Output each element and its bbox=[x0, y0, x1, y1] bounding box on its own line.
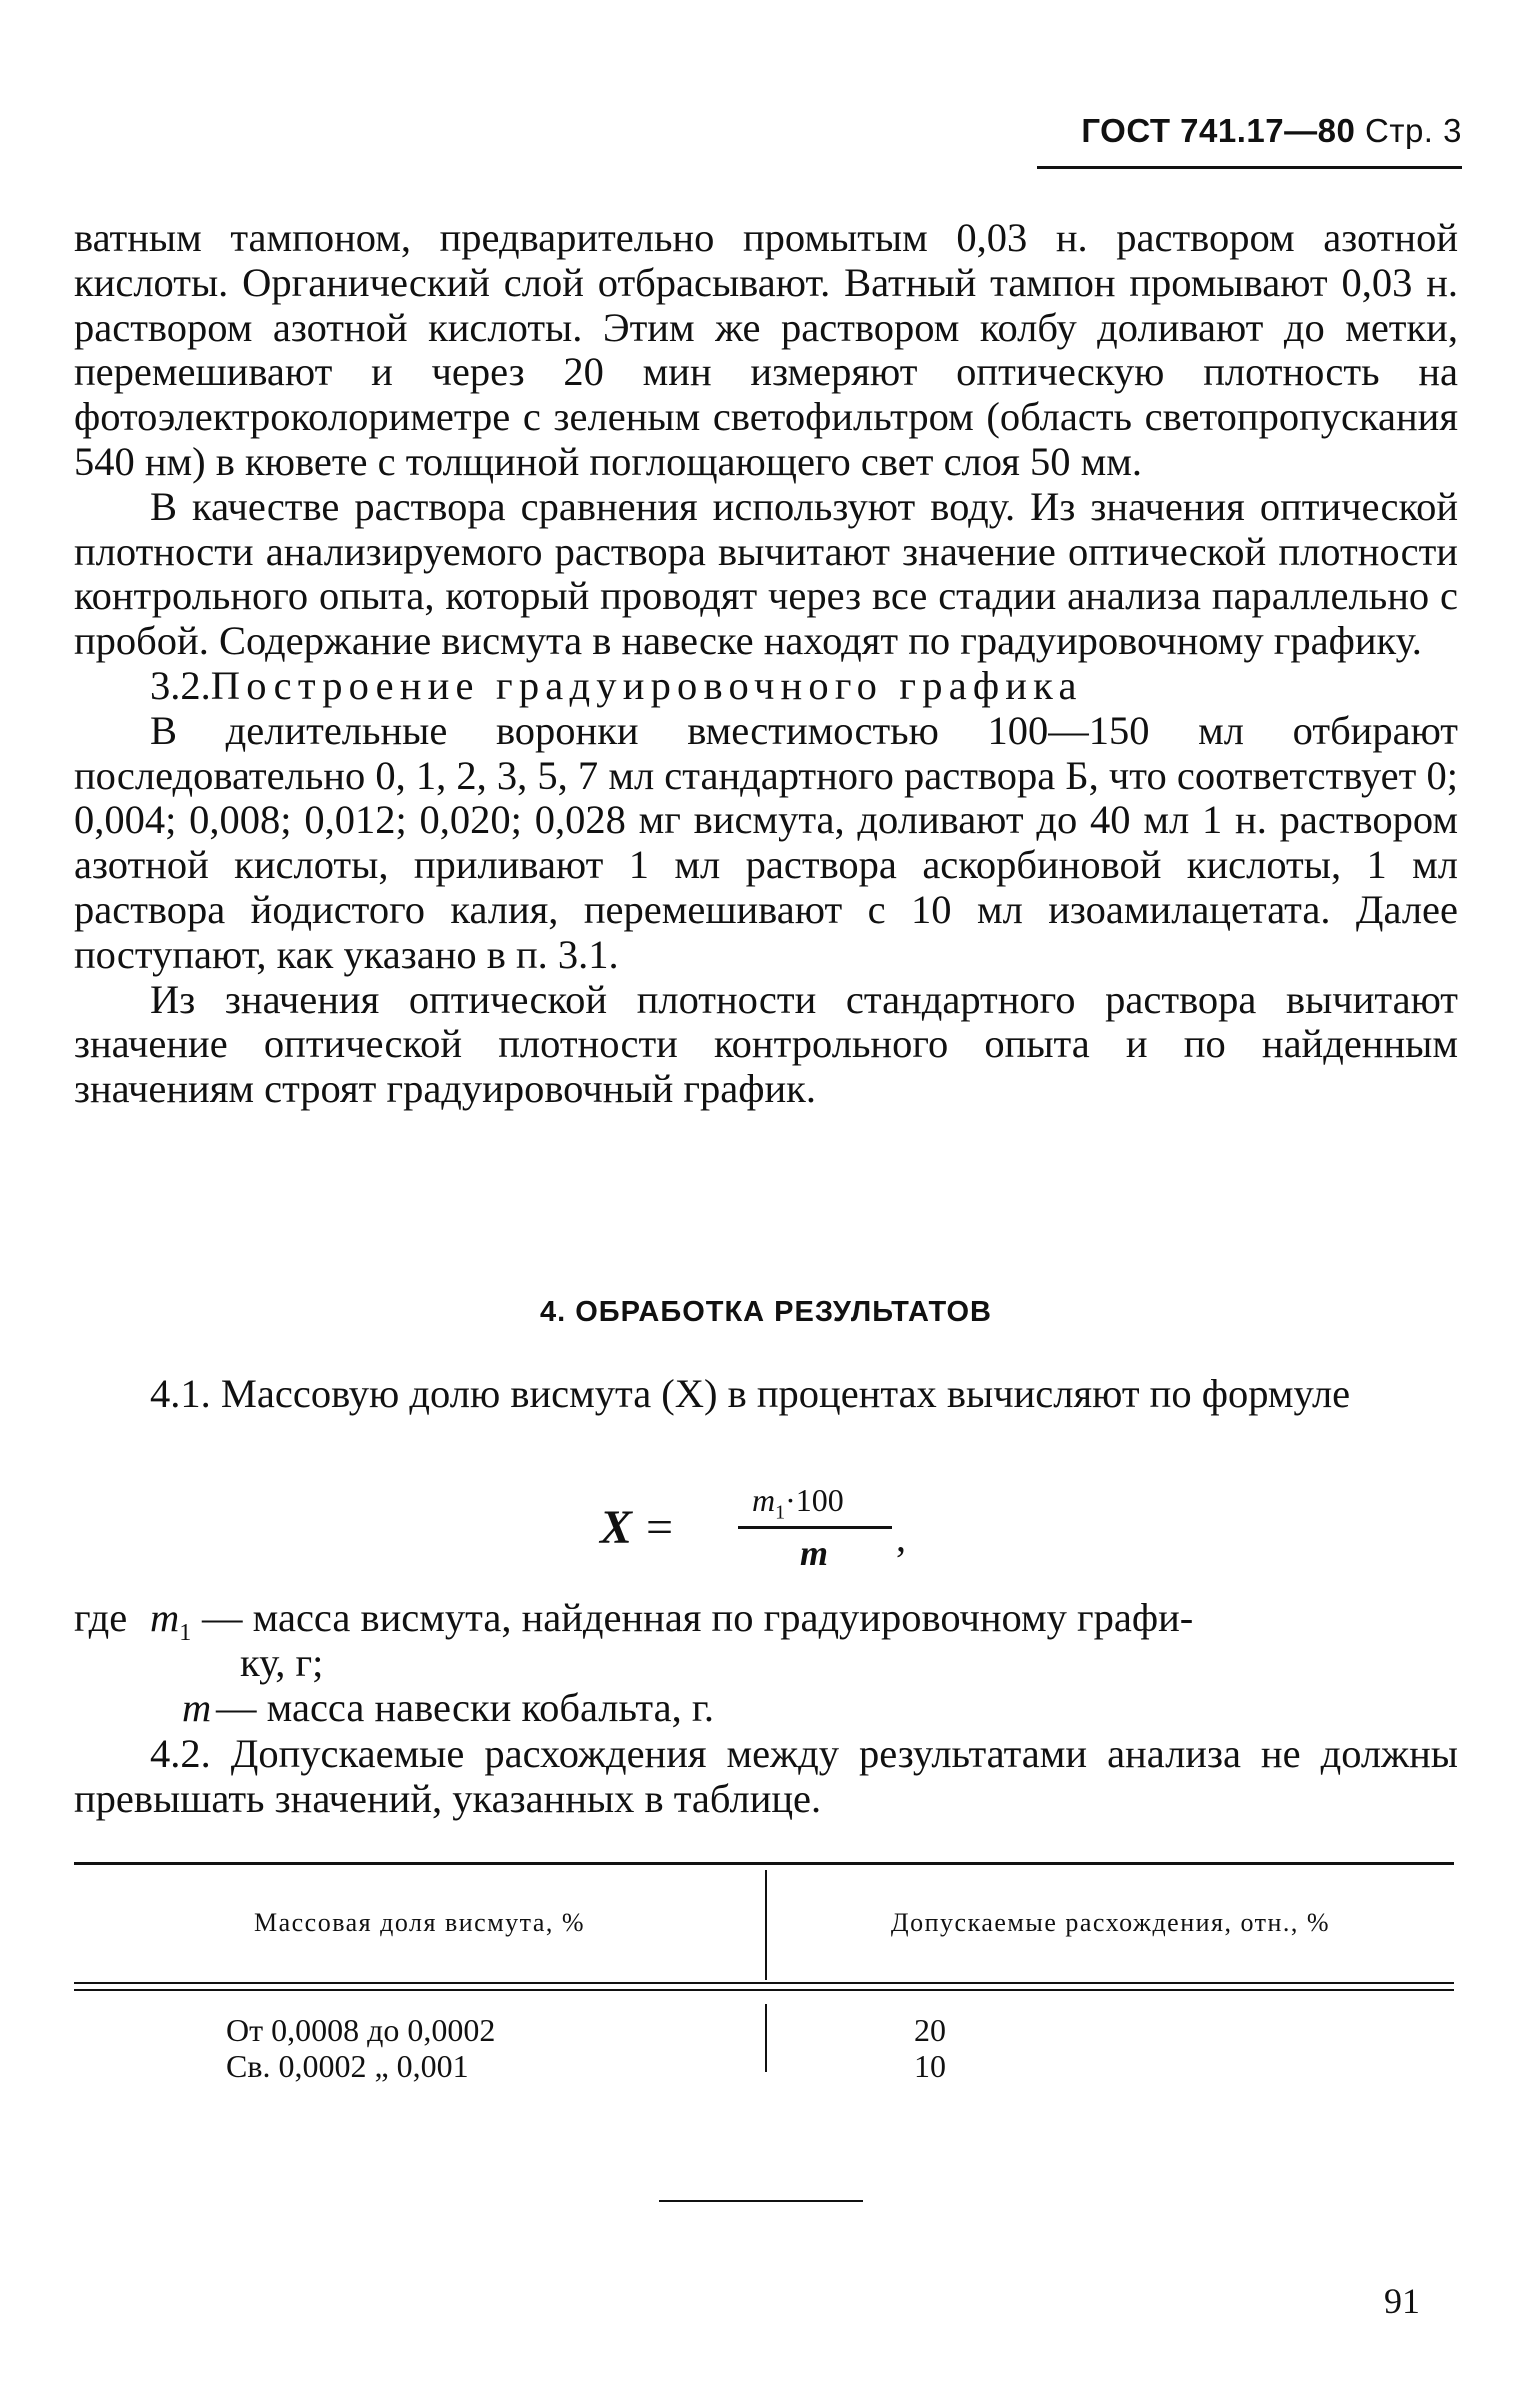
formula-numerator-rest: ·100 bbox=[785, 1482, 844, 1518]
table-header-rule-1 bbox=[74, 1982, 1454, 1984]
paragraph-4-1 bbox=[74, 1372, 1458, 1417]
where-label: где bbox=[74, 1595, 128, 1640]
body-text bbox=[74, 216, 1458, 1112]
formula-numerator-var: m bbox=[752, 1482, 776, 1518]
header-rule bbox=[1037, 166, 1462, 169]
subsection-number: 3.2. bbox=[150, 662, 211, 708]
table-top-rule bbox=[74, 1862, 1454, 1865]
table-row-value: 10 bbox=[914, 2048, 946, 2084]
paragraph-4-2 bbox=[74, 1732, 1458, 1822]
formula-numerator-sub: 1 bbox=[775, 1501, 786, 1524]
end-rule bbox=[659, 2200, 863, 2202]
table-header-mass-fraction: Массовая доля висмута, % bbox=[253, 1908, 586, 1937]
definition-m1-text-cont: ку, г; bbox=[240, 1640, 324, 1685]
definition-m1-text: — масса висмута, найденная по градуировочному графи- bbox=[202, 1595, 1194, 1640]
table-header-rule-2 bbox=[74, 1989, 1454, 1991]
paragraph-reference-solution: В качестве раствора сравнения используют воду. Из значения оптической плотности анализируемого раствора вычитают значение оптической плотности контрольного опыта, который проводят через все стадии анализа параллельно с пробой. Содержание висмута в навеске находят по градуировочному графику. bbox=[74, 483, 1458, 664]
paragraph-4-2-text: 4.2. Допускаемые расхождения между результатами анализа не должны превышать значений, указанных в таблице. bbox=[74, 1731, 1458, 1821]
fraction-bar bbox=[738, 1526, 892, 1529]
formula-comma: , bbox=[896, 1515, 906, 1560]
definition-m-text: — масса навески кобальта, г. bbox=[216, 1685, 715, 1730]
running-header bbox=[1000, 112, 1462, 150]
formula bbox=[600, 1482, 940, 1582]
subsection-3-2-heading bbox=[74, 664, 1458, 709]
formula-lhs: X bbox=[600, 1501, 633, 1554]
formula-equals: = bbox=[646, 1501, 674, 1554]
symbol-m1-letter: m bbox=[150, 1595, 180, 1640]
table-header-tolerance: Допускаемые расхождения, отн., % bbox=[890, 1908, 1331, 1937]
symbol-m: m bbox=[182, 1685, 212, 1730]
formula-numerator bbox=[752, 1482, 844, 1524]
table-row-value: 20 bbox=[914, 2012, 946, 2048]
paragraph-4-1-text: 4.1. Массовую долю висмута (X) в процентах вычисляют по формуле bbox=[150, 1371, 1351, 1416]
subsection-title: Построение градуировочного графика bbox=[210, 662, 1083, 708]
paragraph-calibration-graph: Из значения оптической плотности стандартного раствора вычитают значение оптической плотности контрольного опыта и по найденным значениям строят градуировочный график. bbox=[74, 976, 1458, 1112]
definition-m1-continued bbox=[74, 1641, 1458, 1686]
symbol-m1-sub: 1 bbox=[179, 1620, 192, 1647]
formula-denominator: m bbox=[800, 1533, 829, 1573]
definition-m1 bbox=[74, 1595, 1458, 1647]
paragraph-calibration-procedure: В делительные воронки вместимостью 100—150 мл отбирают последовательно 0, 1, 2, 3, 5, 7 мл стандартного раствора Б, что соответствует 0; 0,004; 0,008; 0,012; 0,020; 0,028 мг висмута, доливают до 40 мл 1 н. раствором азотной кислоты, приливают 1 мл раствора аскорбиновой кислоты, 1 мл раствора йодистого калия, перемешивают с 10 мл изоамилацетата. Далее поступают, как указано в п. 3.1. bbox=[74, 707, 1458, 977]
paragraph-continued: ватным тампоном, предварительно промытым 0,03 н. раствором азотной кислоты. Органический слой отбрасывают. Ватный тампон промывают 0,03 н. раствором азотной кислоты. Этим же раствором колбу доливают до метки, перемешивают и через 20 мин измеряют оптическую плотность на фотоэлектроколориметре с зеленым светофильтром (область светопропускания 540 нм) в кювете с толщиной поглощающего свет слоя 50 мм. bbox=[74, 215, 1458, 484]
section-4-title: 4. ОБРАБОТКА РЕЗУЛЬТАТОВ bbox=[539, 1296, 993, 1328]
tolerance-table bbox=[74, 1862, 1454, 2092]
definition-m bbox=[74, 1686, 1458, 1731]
table-row: Св. 0,0002 „ 0,001 bbox=[226, 2048, 469, 2084]
standard-number: ГОСТ 741.17—80 bbox=[1081, 112, 1356, 149]
page-number: 91 bbox=[1384, 2281, 1420, 2321]
table-row: От 0,0008 до 0,0002 bbox=[226, 2012, 496, 2048]
page-label: Стр. 3 bbox=[1365, 112, 1462, 149]
variable-definitions bbox=[74, 1596, 1458, 1731]
